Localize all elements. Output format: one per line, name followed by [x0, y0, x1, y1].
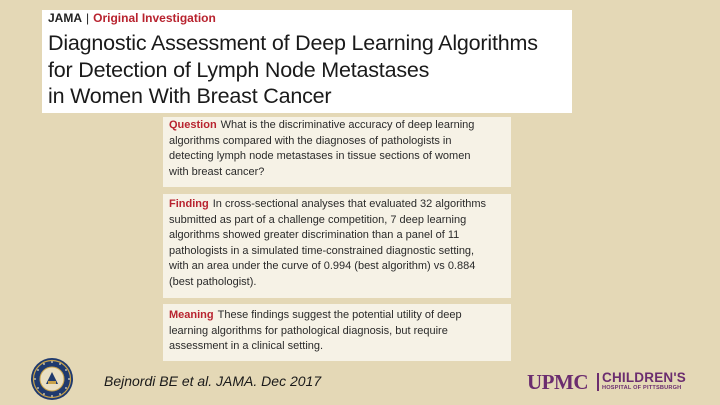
- finding-line: submitted as part of a challenge competition, 7 deep learning: [169, 213, 467, 226]
- article-header: [42, 10, 572, 113]
- logo-childrens: CHILDREN'S: [602, 370, 686, 385]
- university-seal-icon: [30, 357, 74, 401]
- article-title: [48, 30, 572, 110]
- finding-line: algorithms showed greater discrimination than a panel of 11: [169, 229, 460, 241]
- logo-divider: [597, 373, 599, 391]
- finding-label: Finding: [169, 198, 209, 210]
- title-line: in Women With Breast Cancer: [48, 84, 332, 108]
- title-line: for Detection of Lymph Node Metastases: [48, 57, 430, 82]
- upmc-childrens-logo: [527, 371, 689, 393]
- question-panel: [163, 117, 511, 187]
- meaning-line: assessment in a clinical setting.: [169, 340, 324, 352]
- finding-line: [169, 197, 505, 213]
- question-line: detecting lymph node metastases in tissue sections of women: [169, 150, 471, 162]
- citation: Bejnordi BE et al. JAMA. Dec 2017: [104, 373, 322, 389]
- question-text: What is the discriminative accuracy of deep learning: [220, 119, 475, 131]
- meaning-panel: [163, 304, 511, 361]
- journal-separator: |: [86, 11, 90, 25]
- question-line: algorithms compared with the diagnoses of pathologists in: [169, 134, 452, 147]
- journal-line: [48, 11, 216, 25]
- question-label: Question: [169, 119, 217, 131]
- article-type: Original Investigation: [93, 11, 216, 25]
- meaning-label: Meaning: [169, 309, 214, 321]
- logo-upmc: UPMC: [527, 370, 588, 394]
- finding-line: (best pathologist).: [169, 275, 257, 288]
- meaning-line: learning algorithms for pathological diagnosis, but require: [169, 324, 448, 337]
- finding-text: In cross-sectional analyses that evaluated 32 algorithms: [212, 198, 487, 210]
- finding-line: with an area under the curve of 0.994 (best algorithm) vs 0.884: [169, 260, 476, 272]
- meaning-line: [169, 308, 505, 324]
- logo-hospital: HOSPITAL OF PITTSBURGH: [602, 385, 682, 391]
- meaning-text: These findings suggest the potential utility of deep: [217, 309, 462, 321]
- finding-panel: [163, 194, 511, 298]
- question-line: with breast cancer?: [169, 165, 265, 178]
- finding-line: pathologists in a simulated time-constrained diagnostic setting,: [169, 244, 475, 257]
- journal-name: JAMA: [48, 11, 83, 25]
- question-line: [169, 118, 505, 134]
- title-line: Diagnostic Assessment of Deep Learning Algorithms: [48, 31, 538, 55]
